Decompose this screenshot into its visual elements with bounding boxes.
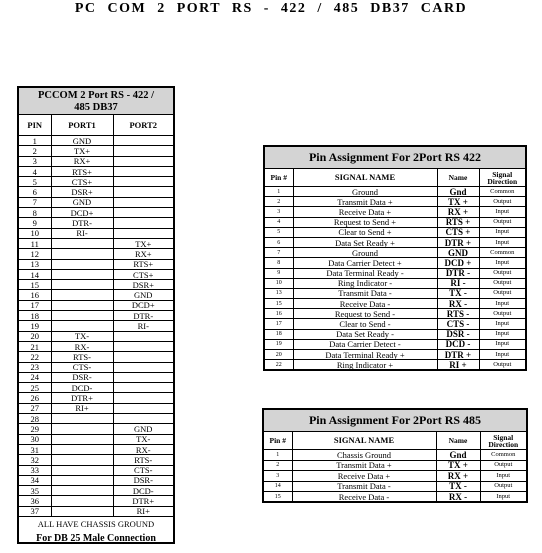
column-header: Pin # xyxy=(265,169,293,187)
port2-signal: RTS- xyxy=(113,455,173,465)
pin-number: 3 xyxy=(264,471,292,482)
table-row xyxy=(19,146,173,156)
table-row xyxy=(19,383,173,393)
port1-signal xyxy=(51,259,113,269)
table-row xyxy=(19,352,173,362)
table-row xyxy=(19,156,173,166)
port1-signal xyxy=(51,290,113,300)
table-row xyxy=(264,481,526,492)
table-row xyxy=(19,187,173,197)
port1-signal xyxy=(51,486,113,496)
table-row xyxy=(264,450,526,461)
pin-number: 21 xyxy=(19,341,51,351)
signal-abbrev: RX - xyxy=(436,492,480,503)
signal-abbrev: DTR - xyxy=(437,268,479,278)
table-row xyxy=(265,217,525,227)
signal-name: Request to Send + xyxy=(293,217,437,227)
pin-number: 6 xyxy=(265,237,293,247)
port2-signal: DTR- xyxy=(113,311,173,321)
table-row xyxy=(265,207,525,217)
pin-number: 24 xyxy=(19,372,51,382)
pin-number: 8 xyxy=(265,258,293,268)
table-row xyxy=(19,197,173,207)
pin-number: 14 xyxy=(19,269,51,279)
table-row xyxy=(265,187,525,197)
signal-direction: Output xyxy=(479,197,525,207)
card-header xyxy=(19,88,173,115)
port2-signal xyxy=(113,136,173,146)
pin-number: 9 xyxy=(265,268,293,278)
signal-direction: Input xyxy=(479,207,525,217)
signal-direction: Input xyxy=(479,237,525,247)
pin-number: 23 xyxy=(19,362,51,372)
column-header: Signal Direction xyxy=(480,432,526,450)
port1-signal xyxy=(51,269,113,279)
table-row xyxy=(265,197,525,207)
signal-abbrev: DCD + xyxy=(437,258,479,268)
table-row xyxy=(19,331,173,341)
table-row xyxy=(265,360,525,370)
table-row xyxy=(265,268,525,278)
table-row xyxy=(19,393,173,403)
table-row xyxy=(19,238,173,248)
pin-number: 20 xyxy=(19,331,51,341)
pin-number: 15 xyxy=(264,492,292,503)
pin-number: 30 xyxy=(19,434,51,444)
table-row xyxy=(265,288,525,298)
pin-number: 1 xyxy=(19,136,51,146)
signal-direction: Input xyxy=(479,319,525,329)
pin-number: 3 xyxy=(19,156,51,166)
signal-name: Receive Data - xyxy=(292,492,436,503)
signal-abbrev: RTS + xyxy=(437,217,479,227)
signal-name: Receive Data + xyxy=(293,207,437,217)
signal-direction: Output xyxy=(479,288,525,298)
table-row xyxy=(265,227,525,237)
table-row xyxy=(19,475,173,485)
pin-number: 15 xyxy=(19,280,51,290)
page-title: PC COM 2 PORT RS - 422 / 485 DB37 CARD xyxy=(74,1,468,16)
port2-signal: RI- xyxy=(113,321,173,331)
pin-number: 13 xyxy=(265,288,293,298)
port2-signal xyxy=(113,393,173,403)
port1-signal xyxy=(51,311,113,321)
db37-pinout-card xyxy=(17,86,175,544)
rs485-pin-assignment xyxy=(262,408,528,503)
signal-name: Data Terminal Ready + xyxy=(293,350,437,360)
port2-signal: RI+ xyxy=(113,506,173,516)
port1-signal: RX+ xyxy=(51,156,113,166)
table-row xyxy=(265,278,525,288)
signal-direction: Output xyxy=(479,360,525,370)
table-row xyxy=(19,290,173,300)
pin-number: 19 xyxy=(265,339,293,349)
table-row xyxy=(19,259,173,269)
pin-number: 28 xyxy=(19,414,51,424)
signal-name: Chassis Ground xyxy=(292,450,436,461)
pin-number: 2 xyxy=(264,460,292,471)
port1-signal xyxy=(51,506,113,516)
port1-signal xyxy=(51,249,113,259)
pin-number: 29 xyxy=(19,424,51,434)
pin-number: 6 xyxy=(19,187,51,197)
signal-name: Ring Indicator - xyxy=(293,278,437,288)
pin-number: 5 xyxy=(19,177,51,187)
port1-signal: TX+ xyxy=(51,146,113,156)
port1-signal: RTS+ xyxy=(51,166,113,176)
pin-number: 31 xyxy=(19,444,51,454)
port1-signal: DTR- xyxy=(51,218,113,228)
table-row xyxy=(265,299,525,309)
table-row xyxy=(19,280,173,290)
signal-name: Data Carrier Detect - xyxy=(293,339,437,349)
port1-signal xyxy=(51,475,113,485)
port1-signal: DSR+ xyxy=(51,187,113,197)
port1-signal xyxy=(51,424,113,434)
signal-direction: Input xyxy=(479,227,525,237)
db37-pin-table xyxy=(19,115,173,517)
signal-abbrev: Gnd xyxy=(437,187,479,197)
signal-name: Transmit Data + xyxy=(293,197,437,207)
signal-abbrev: Gnd xyxy=(436,450,480,461)
signal-abbrev: CTS - xyxy=(437,319,479,329)
pin-number: 7 xyxy=(19,197,51,207)
table-row xyxy=(19,177,173,187)
port2-signal: TX+ xyxy=(113,238,173,248)
table-row xyxy=(19,465,173,475)
table-row xyxy=(264,460,526,471)
signal-name: Data Set Ready - xyxy=(293,329,437,339)
pin-number: 16 xyxy=(19,290,51,300)
pin-number: 12 xyxy=(19,249,51,259)
table-row xyxy=(19,228,173,238)
signal-name: Data Terminal Ready - xyxy=(293,268,437,278)
signal-abbrev: TX - xyxy=(437,288,479,298)
signal-direction: Output xyxy=(480,460,526,471)
port1-signal: CTS- xyxy=(51,362,113,372)
pin-number: 10 xyxy=(265,278,293,288)
signal-direction: Input xyxy=(479,258,525,268)
port1-signal xyxy=(51,238,113,248)
db25-connection-note: For DB 25 Male Connection xyxy=(36,532,156,544)
port2-signal xyxy=(113,146,173,156)
signal-direction: Common xyxy=(479,248,525,258)
table-row xyxy=(265,319,525,329)
signal-abbrev: TX - xyxy=(436,481,480,492)
port2-signal xyxy=(113,383,173,393)
rs485-table xyxy=(264,432,526,503)
pin-number: 33 xyxy=(19,465,51,475)
signal-name: Ring Indicator + xyxy=(293,360,437,370)
signal-abbrev: TX + xyxy=(437,197,479,207)
pin-number: 20 xyxy=(265,350,293,360)
table-row xyxy=(19,403,173,413)
table-row xyxy=(19,444,173,454)
port2-signal xyxy=(113,414,173,424)
rs422-pin-assignment xyxy=(263,145,527,371)
table-row xyxy=(265,248,525,258)
chassis-ground-note: ALL HAVE CHASSIS GROUND xyxy=(37,518,155,529)
signal-name: Receive Data + xyxy=(292,471,436,482)
pin-number: 7 xyxy=(265,248,293,258)
signal-name: Request to Send - xyxy=(293,309,437,319)
signal-abbrev: DSR - xyxy=(437,329,479,339)
table-row xyxy=(19,455,173,465)
pin-number: 27 xyxy=(19,403,51,413)
signal-abbrev: DTR + xyxy=(437,237,479,247)
pin-number: 17 xyxy=(19,300,51,310)
port2-signal xyxy=(113,218,173,228)
column-header: Name xyxy=(436,432,480,450)
port2-signal xyxy=(113,177,173,187)
pin-number: 36 xyxy=(19,496,51,506)
pin-number: 22 xyxy=(265,360,293,370)
signal-direction: Input xyxy=(480,492,526,503)
signal-abbrev: RI - xyxy=(437,278,479,288)
table-row xyxy=(19,372,173,382)
signal-abbrev: TX + xyxy=(436,460,480,471)
port2-signal: RX+ xyxy=(113,249,173,259)
signal-abbrev: RX + xyxy=(436,471,480,482)
signal-abbrev: RI + xyxy=(437,360,479,370)
table-row xyxy=(265,350,525,360)
port2-signal xyxy=(113,352,173,362)
table-row xyxy=(19,269,173,279)
table-row xyxy=(19,208,173,218)
pin-number: 1 xyxy=(265,187,293,197)
table-row xyxy=(265,339,525,349)
column-header: PORT1 xyxy=(51,115,113,136)
signal-direction: Common xyxy=(479,187,525,197)
column-header: Signal Direction xyxy=(479,169,525,187)
pin-number: 32 xyxy=(19,455,51,465)
signal-abbrev: RTS - xyxy=(437,309,479,319)
signal-name: Clear to Send + xyxy=(293,227,437,237)
port1-signal: DCD- xyxy=(51,383,113,393)
signal-direction: Common xyxy=(480,450,526,461)
table-row xyxy=(19,300,173,310)
pin-number: 8 xyxy=(19,208,51,218)
pin-number: 22 xyxy=(19,352,51,362)
port2-signal xyxy=(113,331,173,341)
table-row xyxy=(19,486,173,496)
signal-name: Ground xyxy=(293,187,437,197)
table-row xyxy=(19,506,173,516)
table-row xyxy=(264,471,526,482)
port1-signal xyxy=(51,414,113,424)
signal-abbrev: DTR + xyxy=(437,350,479,360)
pin-number: 10 xyxy=(19,228,51,238)
port2-signal: RX- xyxy=(113,444,173,454)
pin-number: 2 xyxy=(265,197,293,207)
column-header: PIN xyxy=(19,115,51,136)
port2-signal xyxy=(113,166,173,176)
signal-direction: Input xyxy=(479,339,525,349)
column-header: Pin # xyxy=(264,432,292,450)
port2-signal: TX- xyxy=(113,434,173,444)
signal-name: Transmit Data - xyxy=(293,288,437,298)
port2-signal xyxy=(113,228,173,238)
port1-signal xyxy=(51,444,113,454)
signal-direction: Output xyxy=(479,278,525,288)
port1-signal xyxy=(51,321,113,331)
rs485-title: Pin Assignment For 2Port RS 485 xyxy=(264,410,526,432)
table-row xyxy=(19,362,173,372)
signal-name: Ground xyxy=(293,248,437,258)
pin-number: 18 xyxy=(19,311,51,321)
port2-signal xyxy=(113,187,173,197)
pin-number: 19 xyxy=(19,321,51,331)
table-row xyxy=(19,249,173,259)
pin-number: 18 xyxy=(265,329,293,339)
pin-number: 35 xyxy=(19,486,51,496)
port2-signal xyxy=(113,156,173,166)
signal-direction: Output xyxy=(480,481,526,492)
port1-signal: RX- xyxy=(51,341,113,351)
port1-signal: RI+ xyxy=(51,403,113,413)
port1-signal xyxy=(51,496,113,506)
port1-signal: DCD+ xyxy=(51,208,113,218)
port2-signal xyxy=(113,403,173,413)
table-row xyxy=(19,321,173,331)
port1-signal xyxy=(51,455,113,465)
rs422-title: Pin Assignment For 2Port RS 422 xyxy=(265,147,525,169)
column-header: SIGNAL NAME xyxy=(292,432,436,450)
port1-signal: CTS+ xyxy=(51,177,113,187)
port2-signal: GND xyxy=(113,290,173,300)
signal-direction: Input xyxy=(479,299,525,309)
pin-number: 1 xyxy=(264,450,292,461)
pin-number: 4 xyxy=(265,217,293,227)
port1-signal: RI- xyxy=(51,228,113,238)
signal-direction: Input xyxy=(479,350,525,360)
signal-direction: Input xyxy=(480,471,526,482)
port2-signal xyxy=(113,341,173,351)
rs422-table xyxy=(265,169,525,370)
signal-direction: Output xyxy=(479,309,525,319)
table-row xyxy=(19,311,173,321)
table-row xyxy=(19,496,173,506)
port2-signal: DSR+ xyxy=(113,280,173,290)
port1-signal xyxy=(51,300,113,310)
table-row xyxy=(264,492,526,503)
pin-number: 26 xyxy=(19,393,51,403)
pin-number: 17 xyxy=(265,319,293,329)
signal-name: Transmit Data - xyxy=(292,481,436,492)
table-row xyxy=(19,166,173,176)
column-header: SIGNAL NAME xyxy=(293,169,437,187)
port2-signal: DTR+ xyxy=(113,496,173,506)
port1-signal xyxy=(51,280,113,290)
pin-number: 13 xyxy=(19,259,51,269)
pin-number: 4 xyxy=(19,166,51,176)
port2-signal: DCD- xyxy=(113,486,173,496)
port2-signal: DCD+ xyxy=(113,300,173,310)
table-row xyxy=(19,136,173,146)
pin-number: 25 xyxy=(19,383,51,393)
port2-signal: CTS+ xyxy=(113,269,173,279)
pin-number: 37 xyxy=(19,506,51,516)
signal-direction: Output xyxy=(479,268,525,278)
table-row xyxy=(265,329,525,339)
port1-signal xyxy=(51,465,113,475)
pin-number: 16 xyxy=(265,309,293,319)
port2-signal xyxy=(113,208,173,218)
port1-signal: DSR- xyxy=(51,372,113,382)
signal-abbrev: RX - xyxy=(437,299,479,309)
pin-number: 11 xyxy=(19,238,51,248)
card-header-line1: PCCOM 2 Port RS - 422 / xyxy=(37,90,155,101)
signal-abbrev: CTS + xyxy=(437,227,479,237)
signal-name: Data Carrier Detect + xyxy=(293,258,437,268)
port2-signal: CTS- xyxy=(113,465,173,475)
column-header: Name xyxy=(437,169,479,187)
signal-direction: Output xyxy=(479,217,525,227)
pin-number: 14 xyxy=(264,481,292,492)
table-row xyxy=(265,258,525,268)
pin-number: 2 xyxy=(19,146,51,156)
pin-number: 15 xyxy=(265,299,293,309)
port2-signal xyxy=(113,362,173,372)
signal-name: Clear to Send - xyxy=(293,319,437,329)
port1-signal: DTR+ xyxy=(51,393,113,403)
port2-signal xyxy=(113,197,173,207)
table-row xyxy=(19,414,173,424)
pin-number: 34 xyxy=(19,475,51,485)
table-row xyxy=(19,424,173,434)
port1-signal: GND xyxy=(51,197,113,207)
signal-direction: Input xyxy=(479,329,525,339)
port1-signal: TX- xyxy=(51,331,113,341)
signal-abbrev: GND xyxy=(437,248,479,258)
pin-number: 9 xyxy=(19,218,51,228)
table-row xyxy=(19,341,173,351)
port2-signal: GND xyxy=(113,424,173,434)
table-row xyxy=(19,434,173,444)
port1-signal: GND xyxy=(51,136,113,146)
card-header-line2: 485 DB37 xyxy=(74,102,118,113)
port2-signal: DSR- xyxy=(113,475,173,485)
signal-abbrev: DCD - xyxy=(437,339,479,349)
column-header: PORT2 xyxy=(113,115,173,136)
signal-name: Transmit Data + xyxy=(292,460,436,471)
signal-abbrev: RX + xyxy=(437,207,479,217)
pin-number: 3 xyxy=(265,207,293,217)
port1-signal: RTS- xyxy=(51,352,113,362)
table-row xyxy=(19,218,173,228)
table-row xyxy=(265,237,525,247)
signal-name: Receive Data - xyxy=(293,299,437,309)
port2-signal: RTS+ xyxy=(113,259,173,269)
port1-signal xyxy=(51,434,113,444)
pin-number: 5 xyxy=(265,227,293,237)
port2-signal xyxy=(113,372,173,382)
table-row xyxy=(265,309,525,319)
signal-name: Data Set Ready + xyxy=(293,237,437,247)
